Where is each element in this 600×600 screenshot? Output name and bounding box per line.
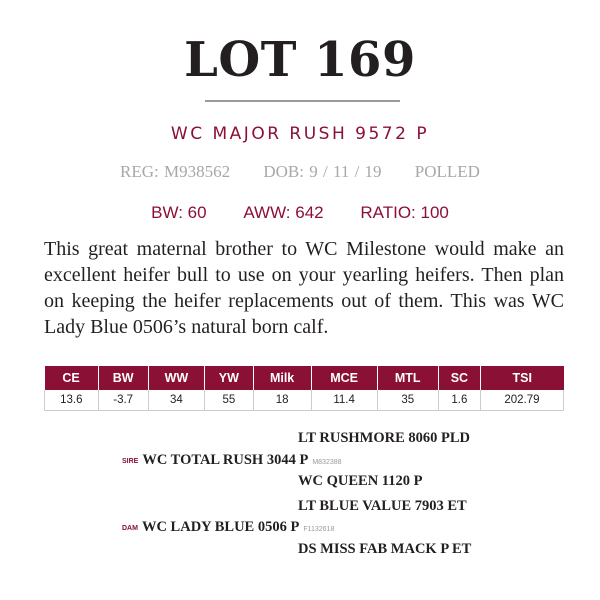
- epd-header-cell: MCE: [311, 366, 377, 390]
- epd-header-cell: WW: [148, 366, 204, 390]
- dam-sire-name: LT BLUE VALUE 7903 ET: [298, 498, 467, 514]
- adjusted-weaning-weight: AWW: 642: [243, 203, 324, 222]
- dam-name: WC LADY BLUE 0506 P: [141, 519, 300, 535]
- sire-dam-name: WC QUEEN 1120 P: [298, 473, 423, 489]
- dam-label: DAM: [122, 525, 138, 532]
- performance-stats: [0, 203, 600, 223]
- sire-registration: M832388: [312, 459, 342, 466]
- epd-header-cell: CE: [45, 366, 99, 390]
- weaning-ratio: RATIO: 100: [360, 203, 449, 222]
- sire-sire-name: LT RUSHMORE 8060 PLD: [298, 430, 471, 446]
- epd-value-cell: 35: [377, 390, 438, 411]
- epd-header-cell: BW: [98, 366, 148, 390]
- epd-header-cell: SC: [438, 366, 480, 390]
- epd-value-cell: 18: [253, 390, 311, 411]
- epd-value-cell: 55: [205, 390, 253, 411]
- bull-name: WC MAJOR RUSH 9572 P: [170, 124, 430, 144]
- dam-line: [122, 519, 334, 536]
- epd-value-cell: 13.6: [45, 390, 99, 411]
- sire-name: WC TOTAL RUSH 3044 P: [142, 452, 309, 468]
- registration-line: [0, 162, 600, 182]
- date-of-birth: DOB: 9 / 11 / 19: [263, 162, 382, 181]
- epd-header-cell: Milk: [253, 366, 311, 390]
- epd-header-row: [45, 366, 564, 390]
- epd-header-cell: MTL: [377, 366, 438, 390]
- epd-value-cell: -3.7: [98, 390, 148, 411]
- epd-header-cell: TSI: [480, 366, 563, 390]
- lot-title: LOT 169: [184, 32, 416, 88]
- epd-header-cell: YW: [205, 366, 253, 390]
- birth-weight: BW: 60: [151, 203, 207, 222]
- sire-label: SIRE: [122, 458, 139, 465]
- polled-status: POLLED: [414, 162, 480, 181]
- epd-value-cell: 34: [148, 390, 204, 411]
- epd-value-row: [45, 390, 564, 411]
- epd-table: [44, 366, 564, 411]
- title-divider: [205, 100, 400, 102]
- sire-line: [122, 452, 342, 469]
- epd-value-cell: 202.79: [480, 390, 563, 411]
- epd-value-cell: 11.4: [311, 390, 377, 411]
- epd-value-cell: 1.6: [438, 390, 480, 411]
- dam-dam-name: DS MISS FAB MACK P ET: [298, 541, 472, 557]
- registration-number: REG: M938562: [120, 162, 231, 181]
- dam-registration: F1132618: [303, 526, 335, 533]
- lot-description: This great maternal brother to WC Milestone would make an excellent heifer bull to use on your yearling heifers. Then plan on keeping the heifer replacements out of them. This was WC Lady Blue 0506’s natural born calf.: [44, 238, 564, 338]
